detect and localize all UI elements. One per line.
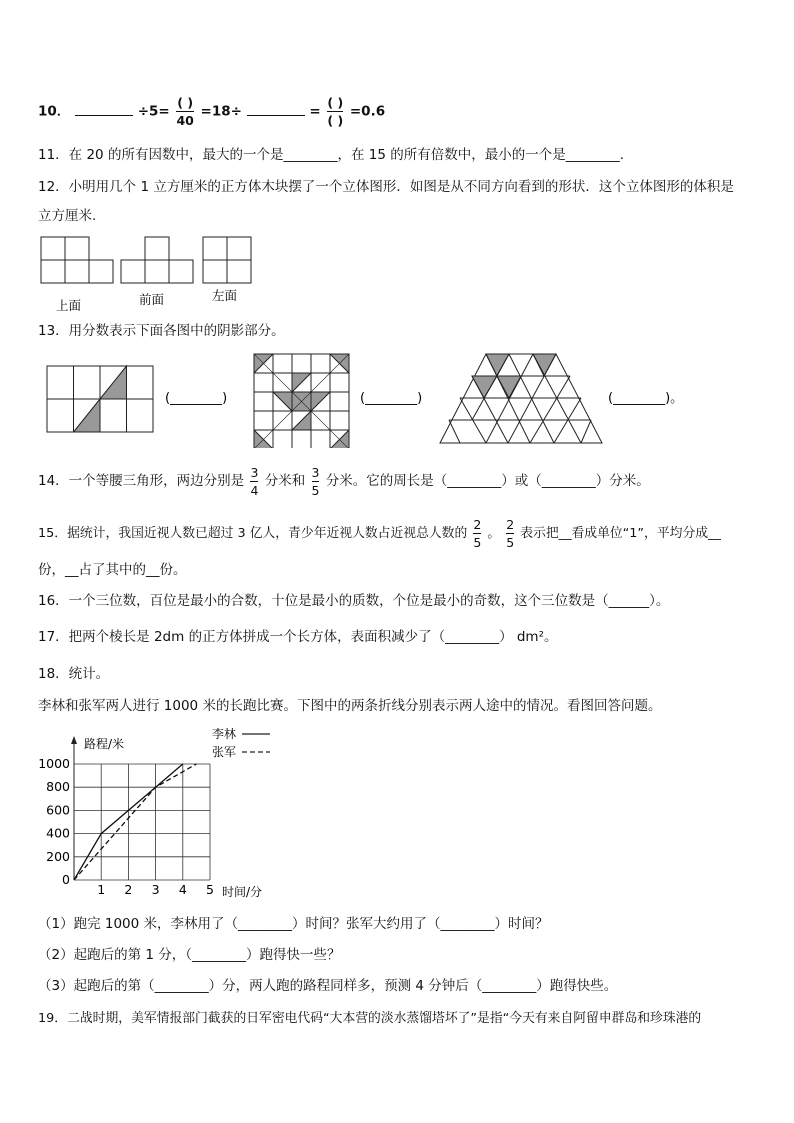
fraction: $\frac{2}{5}$ xyxy=(506,517,515,550)
shaded-figures xyxy=(40,348,760,448)
question-13: 13．用分数表示下面各图中的阴影部分。 xyxy=(38,323,285,339)
line-chart xyxy=(36,728,296,904)
question-10: 10． ÷5= $\frac{( )}{40}$ =18÷ = $\frac{( )}{( )}$ =0.6 xyxy=(38,95,386,128)
question-12-line2: 立方厘米. xyxy=(38,208,97,224)
y-tick-label: 800 xyxy=(46,779,70,795)
question-19: 19．二战时期，美军情报部门截获的日军密电代码“大本营的淡水蒸馏塔坏了”是指“今天有来自阿留申群岛和珍珠港的 xyxy=(38,1011,702,1026)
y-axis-arrow xyxy=(71,736,77,744)
view-label-front: 前面 xyxy=(139,292,165,307)
x-tick-label: 1 xyxy=(97,882,106,897)
question-15-line1: 15．据统计，我国近视人数已超过 3 亿人，青少年近视人数占近视总人数的 $\frac{2}{5}$ 。 $\frac{2}{5}$ 表示把__看成单位“1”，平均分成__ xyxy=(38,517,721,550)
question-18-sub3: （3）起跑后的第（________）分，两人跑的路程同样多，预测 4 分钟后（________）跑得快些。 xyxy=(38,978,618,994)
fraction: $\frac{3}{4}$ xyxy=(250,464,259,498)
y-tick-label: 400 xyxy=(46,825,70,841)
question-17: 17．把两个棱长是 2dm 的正方体拼成一个长方体，表面积减少了（________） dm²。 xyxy=(38,629,558,645)
y-tick-label: 0 xyxy=(62,872,70,887)
series-line-zhangjun xyxy=(74,764,196,880)
view-label-top: 上面 xyxy=(56,298,82,313)
y-tick-label: 1000 xyxy=(38,756,70,771)
question-11: 11．在 20 的所有因数中，最大的一个是________，在 15 的所有倍数中，最小的一个是________. xyxy=(38,147,624,163)
answer-blank-2[interactable]: (________) xyxy=(360,391,423,406)
question-12-line1: 12．小明用几个 1 立方厘米的正方体木块摆了一个立体图形．如图是从不同方向看到的形状．这个立体图形的体积是 xyxy=(38,179,734,195)
shaded-figure-1 xyxy=(47,366,153,432)
shaded-figure-2 xyxy=(254,354,349,448)
legend-label-lilin: 李林 xyxy=(212,728,237,741)
question-18-sub1: （1）跑完 1000 米，李林用了（________）时间？张军大约用了（________）时间？ xyxy=(38,916,549,932)
y-tick-label: 200 xyxy=(46,848,70,864)
x-tick-label: 5 xyxy=(206,882,214,897)
answer-blank[interactable] xyxy=(247,115,305,116)
fraction: $\frac{2}{5}$ xyxy=(473,517,482,550)
x-tick-label: 3 xyxy=(151,882,160,897)
x-tick-label: 4 xyxy=(178,882,187,897)
answer-blank-1[interactable]: (________) xyxy=(165,391,228,406)
y-axis-label: 路程/米 xyxy=(84,737,125,751)
question-18-intro: 李林和张军两人进行 1000 米的长跑比赛。下图中的两条折线分别表示两人途中的情况。看图回答问题。 xyxy=(38,698,662,714)
question-18-title: 18．统计。 xyxy=(38,666,110,682)
fraction: $\frac{( )}{40}$ xyxy=(176,95,194,128)
shaded-figure-3 xyxy=(440,354,602,443)
answer-blank-3[interactable]: (________)。 xyxy=(608,391,684,406)
y-tick-label: 600 xyxy=(46,802,70,818)
legend-label-zhangjun: 张军 xyxy=(212,745,237,759)
answer-blank[interactable] xyxy=(75,115,133,116)
view-label-left: 左面 xyxy=(212,288,238,303)
cube-views-figure xyxy=(36,232,266,316)
fraction: $\frac{3}{5}$ xyxy=(311,464,320,498)
fraction: $\frac{( )}{( )}$ xyxy=(327,95,344,128)
question-15-line2: 份，__占了其中的__份。 xyxy=(38,562,187,578)
question-16: 16．一个三位数，百位是最小的合数，十位是最小的质数，个位是最小的奇数，这个三位数是（______）。 xyxy=(38,593,670,609)
x-axis-label: 时间/分 xyxy=(222,885,263,899)
question-14: 14．一个等腰三角形，两边分别是 $\frac{3}{4}$ 分米和 $\frac{3}{5}$ 分米。它的周长是（________）或（________）分米。 xyxy=(38,464,650,498)
question-18-sub2: （2）起跑后的第 1 分，（________）跑得快一些？ xyxy=(38,947,341,963)
x-tick-label: 2 xyxy=(124,882,133,897)
